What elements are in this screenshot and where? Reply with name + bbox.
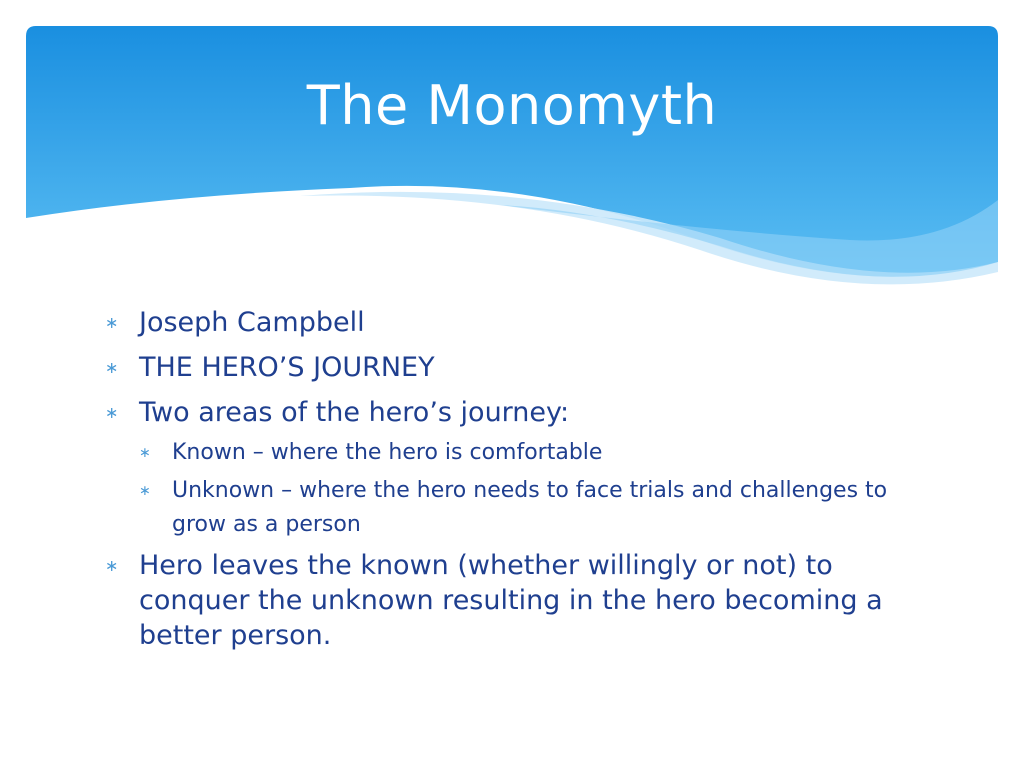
list-item: [105, 548, 925, 653]
list-item-text: Hero leaves the known (whether willingly or not) to conquer the unknown resulting in the hero becoming a better person.: [139, 550, 883, 651]
asterisk-bullet-icon: ∗: [105, 313, 119, 332]
list-item-text: Joseph Campbell: [139, 307, 365, 338]
bullet-list: [105, 305, 925, 663]
list-item: [105, 395, 925, 430]
sub-list-item: [139, 436, 925, 470]
asterisk-bullet-icon: ∗: [105, 556, 119, 575]
sub-bullet-list: [139, 436, 925, 542]
asterisk-bullet-icon: ∗: [105, 358, 119, 377]
list-item-text: Two areas of the hero’s journey:: [139, 397, 570, 428]
list-item-text: THE HERO’S JOURNEY: [139, 352, 435, 383]
list-item: [105, 350, 925, 385]
sub-list-item-text: Unknown – where the hero needs to face trials and challenges to grow as a person: [172, 478, 888, 537]
wave-decoration: [0, 0, 1024, 300]
asterisk-bullet-icon: ∗: [139, 483, 151, 499]
header-banner: [0, 0, 1024, 300]
asterisk-bullet-icon: ∗: [105, 403, 119, 422]
sub-list-item: [139, 474, 925, 542]
page-title: The Monomyth: [306, 74, 718, 137]
list-item: [105, 305, 925, 340]
asterisk-bullet-icon: ∗: [139, 445, 151, 461]
sub-list-item-text: Known – where the hero is comfortable: [172, 440, 603, 465]
